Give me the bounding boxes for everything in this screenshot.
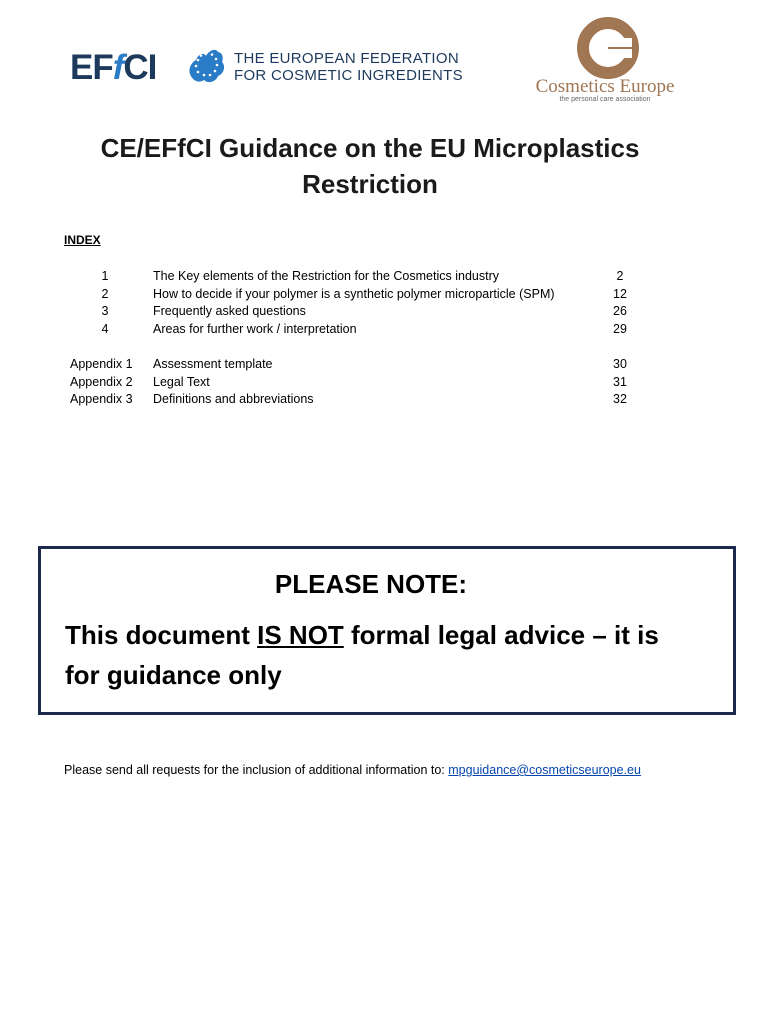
effci-wordmark-f: f (112, 48, 124, 87)
effci-wordmark-ci: CI (123, 48, 157, 87)
note-body-part2: formal legal advice – it is (343, 620, 659, 650)
index-row-3 (60, 303, 640, 321)
title-line1: CE/EFfCI Guidance on the EU Microplastics (100, 133, 640, 163)
index-list (60, 268, 640, 409)
index-page: 12 (613, 286, 627, 301)
cosmetics-europe-logo (530, 16, 690, 108)
index-page: 29 (613, 321, 627, 336)
index-number: 1 (101, 269, 109, 283)
appendix-page: 31 (613, 374, 627, 389)
index-spacer (60, 338, 640, 356)
please-note-heading: PLEASE NOTE: (274, 569, 468, 599)
title-line2: Restriction (302, 169, 438, 199)
cosmetics-europe-name: Cosmetics Europe (535, 76, 675, 97)
appendix-row-2 (60, 374, 640, 392)
index-number: 3 (101, 304, 109, 318)
effci-name-line1: THE EUROPEAN FEDERATION (234, 50, 459, 67)
cosmetics-europe-emblem-icon (571, 16, 645, 80)
please-note-box (38, 546, 736, 715)
appendix-label: Definitions and abbreviations (153, 392, 314, 406)
contact-email-link[interactable]: mpguidance@cosmeticseurope.eu (448, 763, 641, 777)
appendix-label: Assessment template (153, 357, 273, 371)
cosmetics-europe-tagline: the personal care association (559, 96, 651, 103)
note-body-emphasis: IS NOT (257, 620, 344, 650)
index-row-1 (60, 268, 640, 286)
note-body-part1: This document (65, 620, 258, 650)
effci-full-name (234, 50, 463, 84)
effci-logo (70, 44, 463, 90)
note-body-line2: for guidance only (65, 660, 282, 690)
index-page: 26 (613, 304, 627, 318)
index-row-2 (60, 286, 640, 304)
appendix-number: Appendix 2 (70, 374, 133, 389)
index-label: Areas for further work / interpretation (153, 321, 357, 336)
contact-line (64, 763, 641, 777)
index-number: 2 (101, 286, 109, 301)
appendix-number: Appendix 1 (70, 357, 133, 371)
appendix-row-1 (60, 356, 640, 374)
index-label: How to decide if your polymer is a synthetic polymer microparticle (SPM) (153, 286, 555, 301)
appendix-row-3 (60, 391, 640, 409)
please-note-body (65, 615, 705, 695)
effci-wordmark (70, 48, 156, 88)
index-number: 4 (101, 321, 109, 336)
appendix-label: Legal Text (153, 374, 210, 389)
index-row-4 (60, 321, 640, 339)
document-title (40, 130, 700, 202)
appendix-number: Appendix 3 (70, 392, 133, 406)
effci-name-line2: FOR COSMETIC INGREDIENTS (234, 67, 463, 84)
appendix-page: 32 (613, 392, 627, 406)
index-label: The Key elements of the Restriction for the Cosmetics industry (153, 269, 499, 283)
europe-map-icon (184, 44, 228, 88)
index-heading: INDEX (64, 233, 101, 247)
index-page: 2 (616, 269, 624, 283)
index-label: Frequently asked questions (153, 304, 306, 318)
effci-wordmark-ef: EF (70, 48, 113, 87)
appendix-page: 30 (613, 357, 627, 371)
contact-text: Please send all requests for the inclusion of additional information to: (64, 763, 449, 777)
